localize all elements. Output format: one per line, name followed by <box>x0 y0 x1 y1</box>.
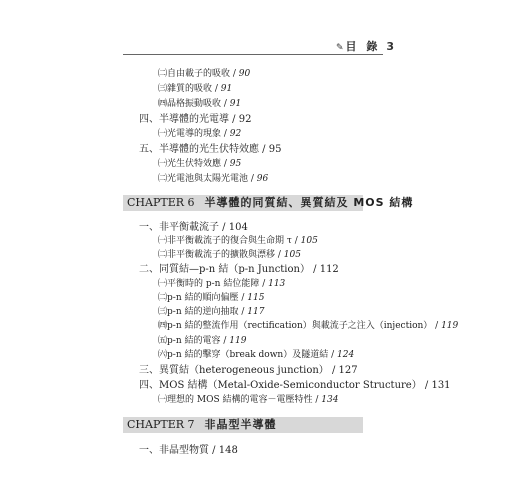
toc-marker: ㈢ <box>158 307 168 317</box>
toc-marker: ㈠ <box>158 395 168 405</box>
toc-marker: ㈠ <box>158 236 168 246</box>
toc-text: 雜質的吸收 <box>167 84 213 94</box>
toc-text: 光電導的現象 <box>167 129 222 139</box>
toc-text: 晶格振動吸收 <box>167 99 222 109</box>
toc-text: 非平衡載流子 <box>159 222 219 233</box>
toc-text: 自由載子的吸收 <box>167 69 231 79</box>
toc-sep: / <box>328 350 337 360</box>
running-header <box>336 38 394 54</box>
toc-page: 105 <box>283 250 301 260</box>
toc-page: 115 <box>247 293 265 303</box>
header-page-number: 3 <box>386 40 395 53</box>
toc-sep: / <box>229 114 239 125</box>
toc-page: 131 <box>431 380 451 391</box>
toc-entry[interactable] <box>158 129 241 140</box>
toc-entry[interactable] <box>158 236 318 247</box>
toc-text: p-n 結的逆向抽取 <box>167 307 239 317</box>
toc-sep: / <box>221 99 230 109</box>
toc-marker: ㈡ <box>158 174 168 184</box>
toc-marker: ㈢ <box>158 84 168 94</box>
toc-text: MOS 結構（Metal-Oxide-Semiconductor Structure） <box>159 380 422 391</box>
toc-marker: ㈡ <box>158 250 168 260</box>
toc-text: 半導體的光電導 <box>159 114 229 125</box>
toc-entry[interactable] <box>139 445 238 456</box>
toc-text: 同質結—p-n 結（p-n Junction） <box>159 264 310 275</box>
toc-page: 124 <box>337 350 355 360</box>
toc-sep: / <box>238 307 248 317</box>
toc-sep: / <box>421 380 432 391</box>
toc-page: 119 <box>441 321 459 331</box>
toc-sep: / <box>230 69 239 79</box>
toc-sep: / <box>248 174 257 184</box>
toc-page: 91 <box>229 99 242 109</box>
toc-marker: ㈥ <box>158 350 168 360</box>
toc-page: 92 <box>229 129 242 139</box>
toc-text: 非平衡載流子的復合與生命期 τ <box>167 236 292 246</box>
toc-entry[interactable] <box>139 380 451 391</box>
toc-marker: 二、 <box>139 264 159 275</box>
toc-entry[interactable] <box>158 84 232 95</box>
toc-entry[interactable] <box>158 395 338 406</box>
toc-page: 91 <box>220 84 233 94</box>
chapter-label: CHAPTER 7 <box>127 418 195 431</box>
toc-text: 非平衡載流子的擴散與漂移 <box>167 250 276 260</box>
toc-sep: / <box>291 236 301 246</box>
toc-entry[interactable] <box>158 69 250 80</box>
chapter-heading[interactable] <box>123 417 363 433</box>
toc-text: 半導體的光生伏特效應 <box>159 144 259 155</box>
chapter-title: 半導體的同質結、異質結及 MOS 結構 <box>204 196 414 209</box>
toc-page: 134 <box>321 395 339 405</box>
toc-entry[interactable] <box>139 264 339 275</box>
toc-text: 平衡時的 p-n 結位能障 <box>167 279 260 289</box>
toc-text: 非晶型物質 <box>159 445 209 456</box>
chapter-title: 非晶型半導體 <box>204 418 277 431</box>
toc-entry[interactable] <box>158 159 241 170</box>
toc-page: 95 <box>229 159 242 169</box>
toc-marker: ㈠ <box>158 279 168 289</box>
toc-entry[interactable] <box>139 144 281 155</box>
toc-text: 異質結（heterogeneous junction） <box>159 365 329 376</box>
toc-sep: / <box>209 445 219 456</box>
toc-entry[interactable] <box>158 250 301 261</box>
toc-text: p-n 結的順向偏壓 <box>167 293 239 303</box>
toc-entry[interactable] <box>158 350 354 361</box>
toc-page: 148 <box>218 445 238 456</box>
toc-page: 105 <box>300 236 318 246</box>
toc-page: 90 <box>238 69 251 79</box>
toc-entry[interactable] <box>139 114 251 125</box>
toc-marker: 一、 <box>139 222 159 233</box>
toc-page: 127 <box>338 365 358 376</box>
toc-sep: / <box>221 129 230 139</box>
chapter-heading[interactable] <box>123 195 414 211</box>
toc-page: 96 <box>256 174 269 184</box>
toc-entry[interactable] <box>158 293 264 304</box>
toc-sep: / <box>212 84 221 94</box>
toc-marker: ㈣ <box>158 99 168 109</box>
chapter-label: CHAPTER 6 <box>127 196 195 209</box>
header-title: 目 錄 <box>345 40 381 53</box>
toc-sep: / <box>259 144 269 155</box>
toc-sep: / <box>219 222 229 233</box>
toc-marker: 一、 <box>139 445 159 456</box>
toc-text: p-n 結的擊穿（break down）及隧道結 <box>167 350 329 360</box>
toc-marker: ㈣ <box>158 321 168 331</box>
toc-sep: / <box>275 250 284 260</box>
header-rule <box>123 54 383 55</box>
toc-entry[interactable] <box>158 336 246 347</box>
toc-page: 112 <box>319 264 339 275</box>
toc-page: 95 <box>268 144 282 155</box>
toc-page: 104 <box>228 222 248 233</box>
toc-text: p-n 結的電容 <box>167 336 221 346</box>
toc-page: 92 <box>238 114 252 125</box>
toc-page: 113 <box>268 279 286 289</box>
toc-text: 光生伏特效應 <box>167 159 222 169</box>
toc-sep: / <box>432 321 442 331</box>
toc-sep: / <box>220 336 230 346</box>
toc-sep: / <box>312 395 322 405</box>
toc-marker: ㈠ <box>158 129 168 139</box>
toc-page: 117 <box>247 307 265 317</box>
book-icon: ✎ <box>336 43 344 53</box>
toc-sep: / <box>328 365 339 376</box>
toc-entry[interactable] <box>139 222 248 233</box>
toc-marker: ㈠ <box>158 159 168 169</box>
toc-sep: / <box>238 293 248 303</box>
toc-entry[interactable] <box>158 321 458 332</box>
toc-text: 光電池與太陽光電池 <box>167 174 249 184</box>
toc-text: 理想的 MOS 結構的電容－電壓特性 <box>167 395 313 405</box>
toc-entry[interactable] <box>139 365 358 376</box>
toc-marker: 四、 <box>139 114 159 125</box>
toc-marker: 五、 <box>139 144 159 155</box>
toc-marker: ㈤ <box>158 336 168 346</box>
toc-marker: 四、 <box>139 380 159 391</box>
toc-sep: / <box>309 264 320 275</box>
toc-marker: ㈡ <box>158 293 168 303</box>
toc-sep: / <box>259 279 269 289</box>
toc-marker: ㈡ <box>158 69 168 79</box>
toc-sep: / <box>221 159 230 169</box>
toc-entry[interactable] <box>158 99 241 110</box>
toc-page: 119 <box>229 336 247 346</box>
toc-entry[interactable] <box>158 307 264 318</box>
toc-marker: 三、 <box>139 365 159 376</box>
toc-entry[interactable] <box>158 174 268 185</box>
toc-text: p-n 結的整流作用（rectification）與載流子之注入（injection） <box>167 321 433 331</box>
toc-entry[interactable] <box>158 279 285 290</box>
